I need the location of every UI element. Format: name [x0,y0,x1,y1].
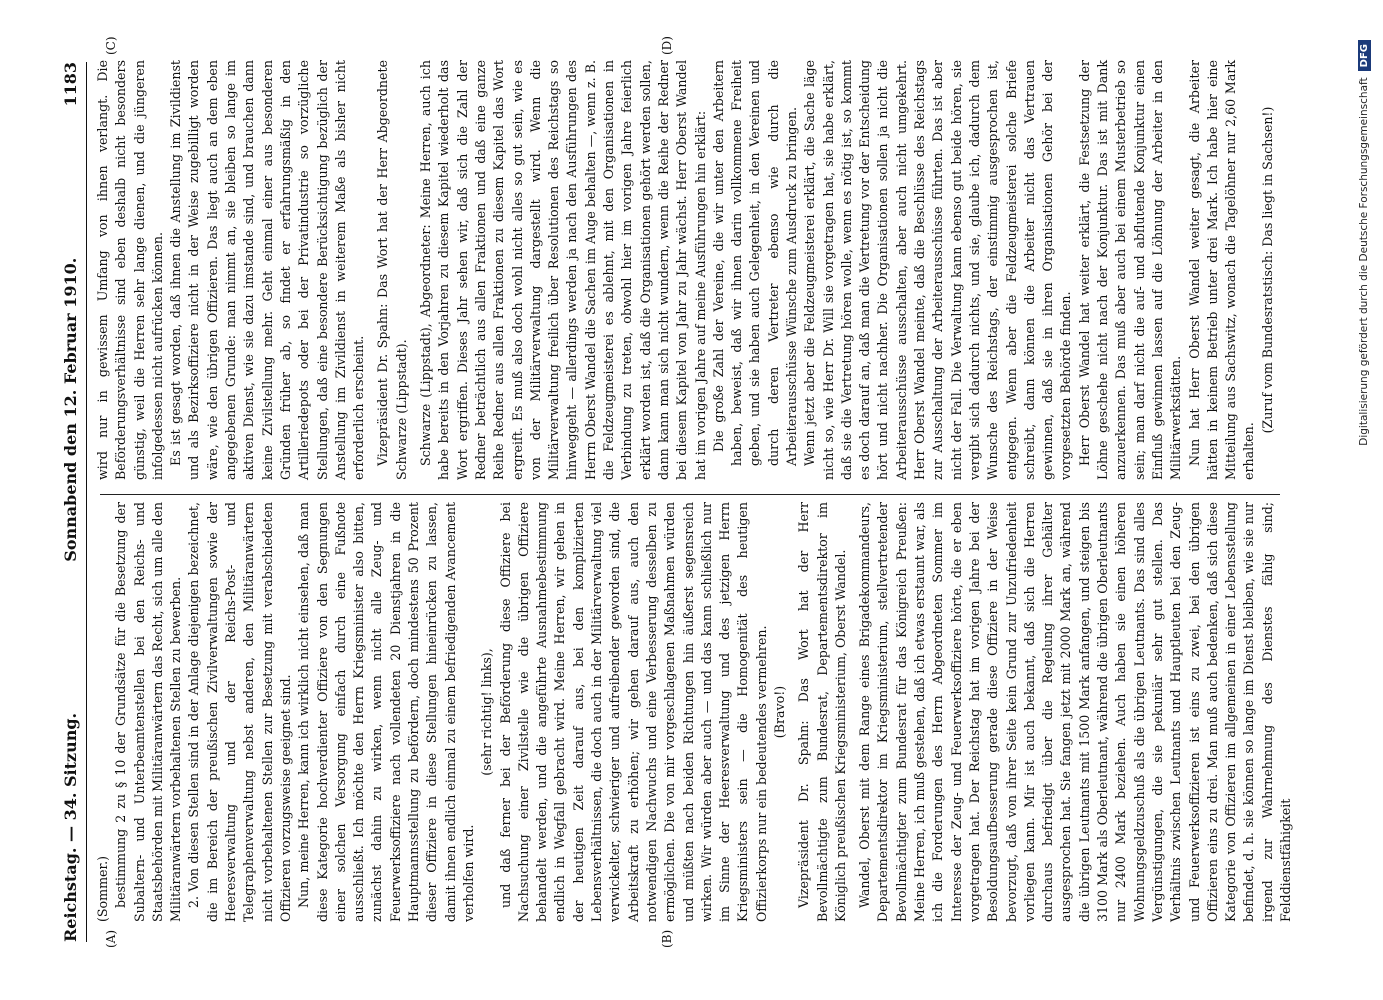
speaker-continuation: (Sommer.) [95,855,110,922]
right-paragraph: Herr Oberst Wandel hat weiter erklärt, die Festsetzung der Löhne geschehe nicht nach der Konjunktur. Das ist mit Dank anzuerkennen. Das muß aber auch bei einem Musterbetrieb so sein; man darf nicht die auf- und abflutende Konjunktur einen Einfluß gewinnen lassen auf die Löhnung der Arbeiter in den Militärwerkstätten. [1076,60,1184,480]
page-number: 1183 [60,62,80,107]
right-column [94,60,1282,480]
header-left: Reichstag. — 34. Sitzung. [60,712,80,942]
right-paragraph: Nun hat Herr Oberst Wandel weiter gesagt, die Arbeiter hätten in keinem Betrieb unter drei Mark. Ich habe hier eine Mitteilung aus Sachswitz, wonach die Tagelöhner nur 2,60 Mark erhalten. [1186,60,1257,480]
interjection: (sehr richtig! links), [479,648,495,776]
digitization-note: Digitalisierung gefördert durch die Deutsche Forschungsgemeinschaft [1358,77,1370,446]
left-paragraph: Wandel, Oberst mit dem Range eines Brigadekommandeurs, Departementsdirektor im Kriegsministerium, stellvertretender Bevollmächtigter zum Bundesrat für das Königreich Preußen: Meine Herren, ich muß gestehen, daß ich etwas erstaunt war, als ich die Forderungen des Herrn Abgeordneten Sommer im Interesse der Zeug- und Feuerwerksoffiziere hörte, die er eben vorgetragen hat. Der Reichstag hat im vorigen Jahre bei der Besoldungsaufbesserung gerade diese Offiziere in der Weise bevorzugt, daß von ihrer Seite kein Grund zur Unzufriedenheit vorliegen kann. Mir ist auch bekannt, daß sich die Herren durchaus befriedigt über die Regelung ihrer Gehälter ausgesprochen hat. Sie fangen jetzt mit 2000 Mark an, während die übrigen Leutnants mit 1500 Mark anfangen, und steigen bis 3100 Mark als Oberleutnant, während die übrigen Oberleutnants nur 2400 Mark beziehen. Auch haben sie einen höheren Wohnungsgeldzuschuß als die übrigen Leutnants. Das sind alles Vergünstigungen, die sie pekuniär sehr gut stellen. Das Verhältnis zwischen Leutnants und Hauptleuten bei den Zeug- und Feuerwerksoffizieren ist eins zu zwei, bei den übrigen Offizieren eins zu drei. Man muß auch bedenken, daß sich diese Kategorie von Offizieren im allgemeinen in einer Lebensstellung befindet, d. h. sie können so lange im Dienst bleiben, wie sie nur irgend zur Wahrnehmung des Dienstes fähig sind; Felddienstfähigkeit [857,502,1293,922]
right-paragraph: Schwarze (Lippstadt), Abgeordneter: Meine Herren, auch ich habe bereits in den Vorjahren zu diesem Kapitel wiederholt das Wort ergriffen. Dieses Jahr sehen wir, daß sich die Zahl der Redner beträchtlich aus allen Fraktionen und daß eine ganze Reihe Redner aus allen Fraktionen zu diesem Kapitel das Wort ergreift. Es muß also doch wohl nicht alles so gut sein, wie es von der Militärverwaltung dargestellt wird. Wenn die Militärverwaltung freilich über Resolutionen des Reichstags so hinweggeht — allerdings werden ja nach den Ausführungen des Herrn Oberst Wandel die Sachen im Auge behalten —, wenn z. B. die Feldzeugmeisterei es ablehnt, mit den Organisationen in Verbindung zu treten, obwohl hier im vorigen Jahre feierlich erklärt worden ist, daß die Organisationen gehört werden sollen, dann kann man sich nicht wundern, wenn die Reihe der Redner bei diesem Kapitel von Jahr zu Jahr wächst. Herr Oberst Wandel hat im vorigen Jahre auf meine Ausführungen hin erklärt: [418,60,708,480]
right-paragraph: Es ist gesagt worden, daß ihnen die Anstellung im Zivildienst und als Bezirksoffiziere nicht in der Weise zugebilligt worden wäre, wie den übrigen Offizieren. Das liegt auch an dem eben angegebenen Grunde: man nimmt an, sie bleiben so lange im aktiven Dienst, wie sie dazu imstande sind, und brauchen dann keine Zivilstellung mehr. Geht einmal einer aus besonderen Gründen früher ab, so findet er erfahrungsmäßig in den Artilleriedepots oder bei der Privatindustrie so vorzügliche Stellungen, daß eine besondere Berücksichtigung bezüglich der Anstellung im Zivildienst in weiterem Maße als bisher nicht erforderlich erscheint. [168,60,367,480]
margin-mark-b: (B) [660,929,674,948]
quotation: Die große Zahl der Vereine, die wir unter den Arbeitern haben, beweist, daß wir ihnen darin vollkommene Freiheit geben, und sie haben auch Gelegenheit, in den Vereinen und durch deren Vertreter ebenso wie durch die Arbeiterausschüsse Wünsche zum Ausdruck zu bringen. [710,60,799,466]
page-header [58,62,82,942]
right-paragraph: Vizepräsident Dr. Spahn: Das Wort hat der Herr Abgeordnete Schwarze (Lippstadt). [375,60,409,480]
dfg-logo: DFG [1358,40,1371,71]
interjection: (Bravo!) [771,685,787,739]
left-paragraph: und daß ferner bei der Beförderung diese Offiziere bei Nachsuchung einer Zivilstelle wie die übrigen Offiziere behandelt werden, und die angeführte Ausnahmebestimmung endlich in Wegfall gebracht wird. Meine Herren, wir gehen in der heutigen Zeit darauf aus, bei den komplizierten Lebensverhältnissen, die doch auch in der Militärverwaltung viel verwickelter, schwieriger und aufreibender geworden sind, die Arbeitskraft zu erhöhen; wir gehen darauf aus, auch den notwendigen Nachwuchs und eine Verbesserung desselben zu ermöglichen. Die von mir vorgeschlagenen Maßnahmen würden und müßten nach beiden Richtungen hin äußerst segensreich wirken. Wir würden aber auch — und das kann schließlich nur im Sinne der Heeresverwaltung und des jetzigen Herrn Kriegsministers sein — die Homogenität des heutigen Offizierkorps nur ein bedeutendes vermehren. [497,502,769,922]
right-paragraph: wird nur in gewissem Umfang von ihnen verlangt. Die Beförderungsverhältnisse sind eben deshalb nicht besonders günstig, weil die Herren sehr lange dienen, und die jüngeren infolgedessen nicht aufrücken können. [95,60,165,480]
interjection: (Zuruf vom Bundesratstisch: Das liegt in Sachsen!) [1259,106,1275,434]
header-center: Sonnabend den 12. Februar 1910. [60,257,80,562]
left-paragraph: 2. Von diesen Stellen sind in der Anlage diejenigen bezeichnet, die im Bereich der preußischen Zivilverwaltungen sowie der Heeresverwaltung und der Reichs-Post- und Telegraphenverwaltung nebst anderen, den Militäranwärtern nicht vorbehaltenen Stellen zur Besetzung mit verabschiedeten Offizieren vorzugsweise geeignet sind. [186,502,293,922]
left-paragraph: Vizepräsident Dr. Spahn: Das Wort hat der Herr Bevollmächtigte zum Bundesrat, Departementsdirektor im Königlich preußischen Kriegsministerium, Oberst Wandel. [796,502,848,922]
column-divider [100,494,1280,495]
left-paragraph: bestimmung 2 zu § 10 der Grundsätze für die Besetzung der Subaltern- und Unterbeamtenstellen bei den Reichs- und Staatsbehörden mit Militäranwärtern das Recht, sich um alle den Militäranwärtern vorbehaltenen Stellen zu bewerben. [113,502,184,922]
margin-mark-d: (D) [660,36,674,55]
left-column [94,502,1293,922]
margin-mark-a: (A) [104,929,118,948]
digitization-footer [1354,40,1374,700]
header-rule [86,62,87,942]
left-paragraph: Nun, meine Herren, kann ich wirklich nicht einsehen, daß man diese Kategorie hochverdienter Offiziere von den Segnungen einer solchen Versorgung einfach durch eine Fußnote ausschließt. Ich möchte den Herrn Kriegsminister also bitten, zunächst dahin zu wirken, wenn nicht alle Zeug- und Feuerwerksoffiziere nach vollendeten 20 Dienstjahren in die Hauptmannsstellung zu befördern, doch mindestens 50 Prozent dieser Offiziere in diese Stellungen hineinrücken zu lassen, damit ihnen endlich einmal zu einem befriedigenden Avancement verholfen wird. [296,502,476,922]
right-paragraph: Wenn jetzt aber die Feldzeugmeisterei erklärt, die Sache läge nicht so, wie Herr Dr. Will sie vorgetragen hat, sie habe erklärt, daß sie die Vertretung hören wolle, wenn es nötig ist, so kommt es doch darauf an, daß man die Vertretung vor der Entscheidung hört und nicht nachher. Die Organisationen sollen ja nicht die Arbeiterausschüsse ausschalten, aber auch nicht umgekehrt. Herr Oberst Wandel meinte, daß die Beschlüsse des Reichstags zur Ausschaltung der Arbeiterausschüsse führten. Das ist aber nicht der Fall. Die Verwaltung kann ebenso gut beide hören, sie vergibt sich dadurch nichts, und sie, glaube ich, dadurch dem Wunsche des Reichstags, der einstimmig ausgesprochen ist, entgegen. Wenn aber die Feldzeugmeisterei solche Briefe schreibt, dann können die Arbeiter nicht das Vertrauen gewinnen, daß sie in ihren Organisationen Gehör bei der vorgesetzten Behörde finden. [802,60,1074,480]
margin-mark-c: (C) [104,36,118,55]
